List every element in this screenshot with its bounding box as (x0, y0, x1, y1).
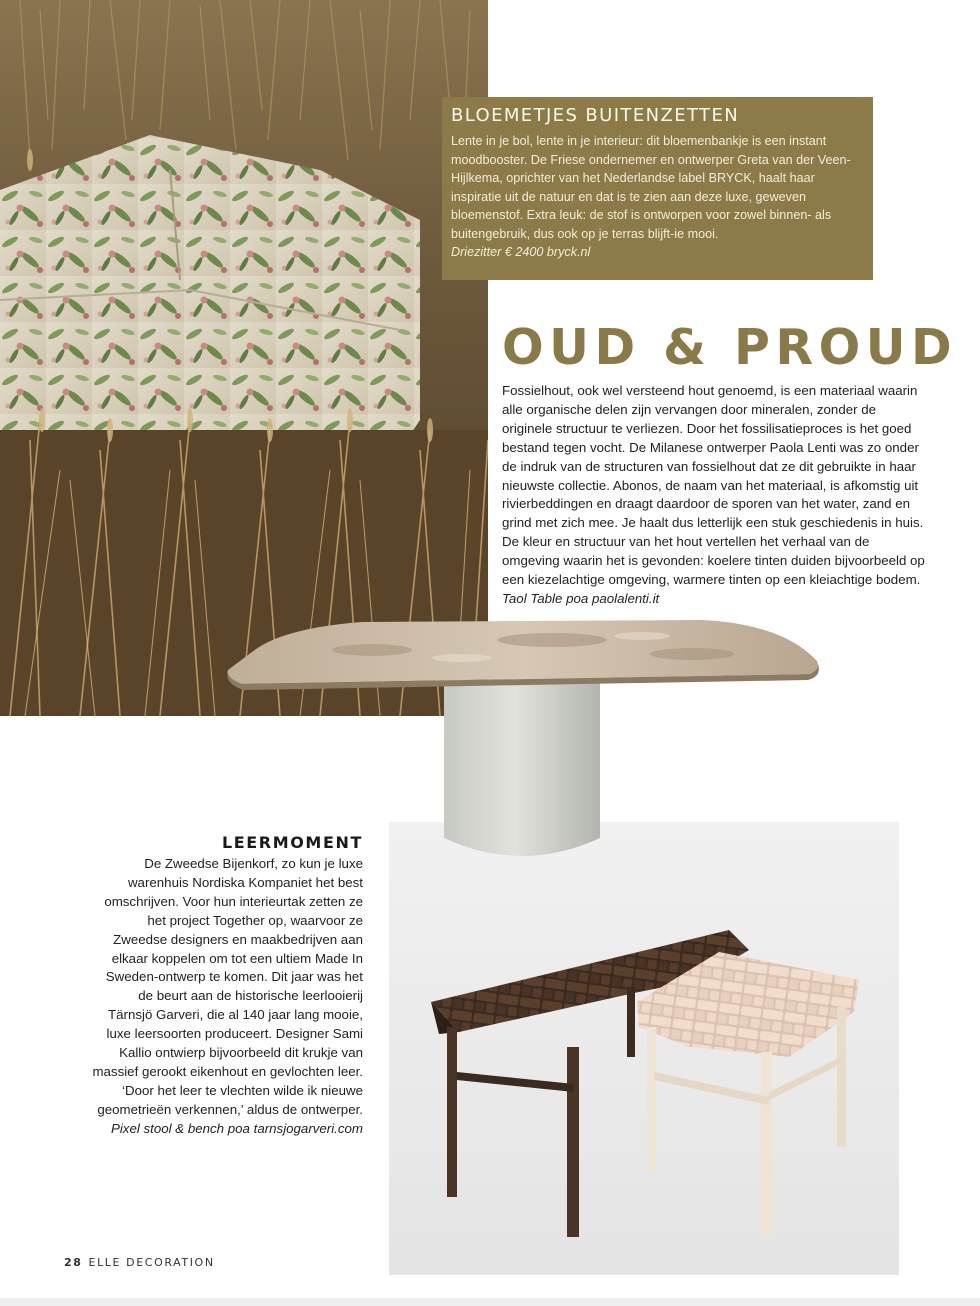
box-body (451, 132, 863, 262)
box-credit: Driezitter € 2400 bryck.nl (451, 245, 591, 259)
leermoment-section (92, 832, 363, 1139)
leather-stools-photo (389, 822, 899, 1275)
magazine-name: ELLE DECORATION (88, 1256, 215, 1269)
article-text: Fossielhout, ook wel versteend hout genoemd, is een materiaal waarin alle organische delen zijn vervangen door mineralen, zonder de originele structuur te verliezen. Door het fossilisatieproces is het goed bestand tegen vocht. De Milanese ontwerper Paola Lenti was zo onder de indruk van de structuren van fossielhout dat ze dit gebruikte in haar nieuwste collectie. Abonos, de naam van het materiaal, is afkomstig uit rivierbeddingen en draagt daardoor de sporen van het water, zand en grind met zich mee. Je haalt dus letterlijk een stuk geschiedenis in huis. De kleur en structuur van het hout vertellen het verhaal van de omgeving waarin het is gevonden: koelere tinten duiden bijvoorbeeld op een kiezelachtige omgeving, warmere tinten op een kleiachtige bodem. (502, 383, 925, 588)
headline: OUD & PROUD (502, 319, 958, 376)
leermoment-body (92, 855, 363, 1139)
bottom-divider (0, 1298, 980, 1306)
page-footer (64, 1256, 215, 1269)
article-body (502, 382, 927, 609)
box-text: Lente in je bol, lente in je interieur: dit bloemenbankje is een instant moodbooster. De Friese ondernemer en ontwerper Greta van der Veen-Hijlkema, oprichter van het Nederlandse label BRYCK, haalt haar inspiratie uit de natuur en dat is te zien aan deze luxe, geweven bloemenstof. Extra leuk: de stof is ontworpen voor zowel binnen- als buitengebruik, dus ook op je terras blijft-ie mooi. (451, 134, 851, 241)
box-title: BLOEMETJES BUITENZETTEN (451, 105, 740, 126)
leermoment-title: LEERMOMENT (221, 833, 363, 852)
bloemetjes-box (442, 97, 873, 280)
sofa-in-grass-photo (0, 0, 488, 716)
leermoment-text: De Zweedse Bijenkorf, zo kun je luxe warenhuis Nordiska Kompaniet het best omschrijven. Voor hun interieurtak zetten ze het project Together op, waarvoor ze Zweedse designers en maakbedrijven aan elkaar koppelen om tot een ultiem Made In Sweden-ontwerp te komen. Dit jaar was het de beurt aan de historische leerlooierij Tärnsjö Garveri, die al 140 jaar lang mooie, luxe leersoorten produceert. Designer Sami Kallio ontwierp bijvoorbeeld dit krukje van massief gerookt eikenhout en gevlochten leer. ‘Door het leer te vlechten wilde ik nieuwe geometrieën verkennen,’ aldus de ontwerper. (92, 856, 363, 1117)
leermoment-credit: Pixel stool & bench poa tarnsjogarveri.com (110, 1120, 363, 1136)
article-credit: Taol Table poa paolalenti.it (502, 590, 660, 606)
page-number: 28 (64, 1256, 83, 1269)
